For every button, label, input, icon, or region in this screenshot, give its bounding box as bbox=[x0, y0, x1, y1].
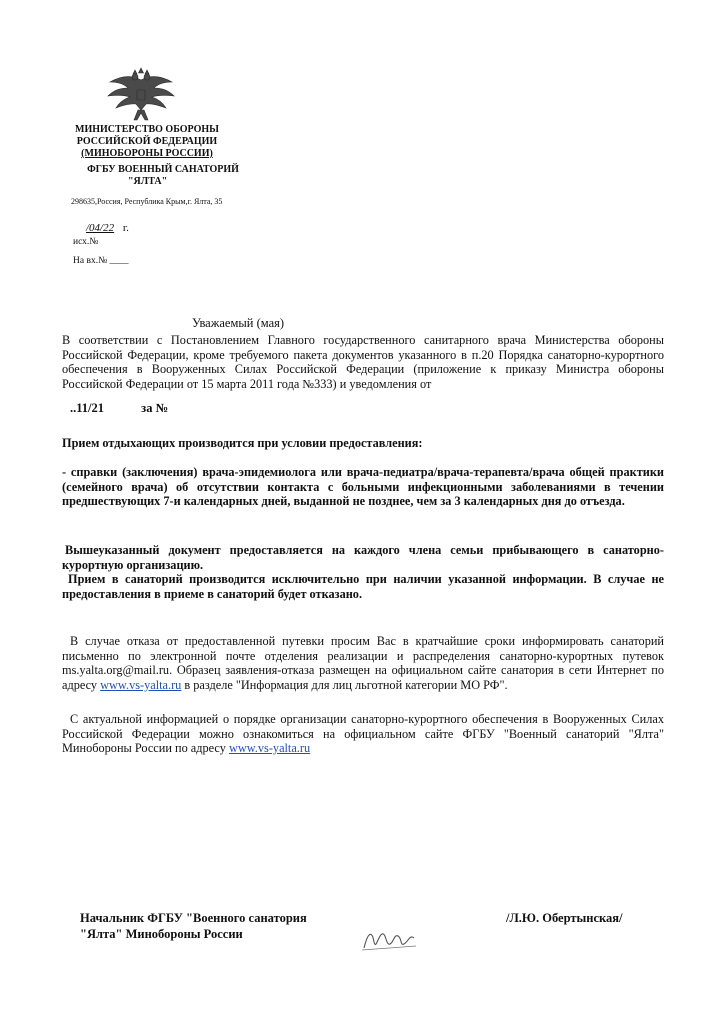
site-link-2[interactable]: www.vs-yalta.ru bbox=[228, 741, 311, 756]
signatory-position-line1: Начальник ФГБУ "Военного санатория bbox=[80, 911, 307, 925]
condition-text: - справки (заключения) врача-эпидемиолога или врача-педиатра/врача-терапевта/врача общей практики (семейного врача) об отсутствии контакта с больными инфекционными заболеваниями в течении предшествующих 7-и календарных дней, выданной не позднее, чем за 3 календарных дня до отъезда. bbox=[62, 465, 664, 509]
site-link-1[interactable]: www.vs-yalta.ru bbox=[100, 677, 182, 692]
signatory-name: /Л.Ю. Обертынская/ bbox=[506, 911, 623, 925]
outgoing-number: исх.№ bbox=[73, 237, 99, 247]
emblem-icon bbox=[104, 66, 178, 122]
notice-date: ..11/21 bbox=[70, 401, 105, 415]
org-line1: ФГБУ ВОЕННЫЙ САНАТОРИЙ bbox=[87, 164, 239, 175]
refusal-paragraph bbox=[62, 634, 664, 692]
org-line2: "ЯЛТА" bbox=[128, 176, 168, 187]
actual-info-paragraph bbox=[62, 712, 664, 756]
letter-date: /04/22 bbox=[86, 222, 115, 234]
ministry-line2: РОССИЙСКОЙ ФЕДЕРАЦИИ bbox=[76, 136, 218, 147]
signatory-position-line2: "Ялта" Минобороны России bbox=[80, 927, 243, 941]
ministry-short: (МИНОБОРОНЫ РОССИИ) bbox=[81, 148, 213, 159]
refusal-text-1: В случае отказа от предоставленной путевки просим Вас в кратчайшие сроки информировать санаторий письменно по электронной почте отделения реализации и распределения санаторно-курортных путевок ms.yalta.org@mail.ru. Образец заявления-отказа размещен на официальном сайте санатория в сети Интернет по адресу bbox=[62, 634, 664, 692]
actual-info-text: С актуальной информацией о порядке организации санаторно-курортного обеспечения в Вооруженных Силах Российской Федерации можно ознакомиться на официальном сайте ФГБУ "Военный санаторий "Ялта" Минобороны России по адресу bbox=[62, 712, 664, 756]
condition-heading: Прием отдыхающих производится при условии предоставления: bbox=[62, 436, 423, 450]
per-member-note: Вышеуказанный документ предоставляется на каждого члена семьи прибывающего в санаторно-курортную организацию. bbox=[62, 543, 664, 572]
handwritten-signature bbox=[360, 922, 418, 954]
ministry-line1: МИНИСТЕРСТВО ОБОРОНЫ bbox=[75, 124, 219, 135]
admission-note: Прием в санаторий производится исключительно при наличии указанной информации. В случае не предоставления в приеме в санаторий будет отказано. bbox=[62, 572, 664, 601]
refusal-text-2: в разделе "Информация для лиц льготной категории МО РФ". bbox=[184, 677, 508, 692]
org-address: 298635,Россия, Республика Крым,г. Ялта, 35 bbox=[71, 197, 223, 206]
notice-number: за № bbox=[141, 401, 169, 415]
greeting: Уважаемый (мая) bbox=[192, 316, 285, 330]
incoming-number: На вх.№ ____ bbox=[73, 256, 129, 266]
intro-paragraph: В соответствии с Постановлением Главного государственного санитарного врача Министерства обороны Российской Федерации, кроме требуемого пакета документов указанного в п.20 Порядка санаторно-курортного обеспечения в Вооруженных Силах Российской Федерации (приложение к приказу Министра обороны Российской Федерации от 15 марта 2011 года №333) и уведомления от bbox=[62, 333, 664, 391]
letter-date-suffix: г. bbox=[122, 222, 129, 234]
